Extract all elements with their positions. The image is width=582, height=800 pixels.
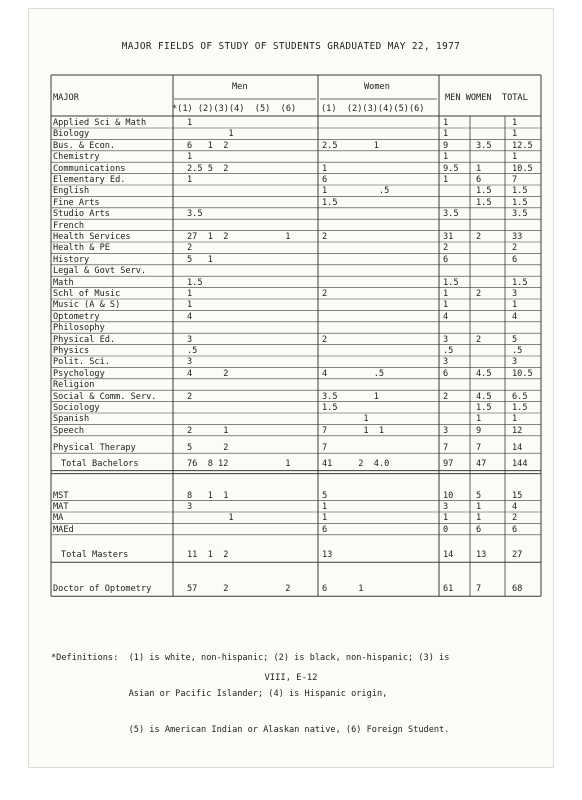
row-14-men: 1.5 (187, 277, 203, 288)
page-title: MAJOR FIELDS OF STUDY OF STUDENTS GRADUATED MAY 22, 1977 (121, 41, 461, 52)
row-28-major: Physical Therapy (53, 443, 136, 454)
row-16-major: Music (A & S) (53, 300, 121, 311)
doctor-of-optometry-label: Doctor of Optometry (53, 584, 152, 595)
row-20-total-men: .5 (443, 346, 454, 356)
page-reference: VIII, E-12 (264, 673, 318, 683)
row-24-women: 3.5 1 (322, 391, 379, 402)
row-22-men: 4 2 (187, 368, 229, 379)
masters-row-3-major: MAEd (53, 524, 74, 535)
masters-row-3-total-men: 0 (443, 524, 449, 535)
row-15-women: 2 (322, 289, 328, 299)
row-27-total: 12 (512, 425, 523, 436)
masters-row-2-women: 1 (322, 513, 328, 524)
row-28-total: 14 (512, 443, 523, 454)
row-8-major: Studio Arts (53, 209, 110, 220)
masters-row-2-major: MA (53, 513, 64, 524)
masters-row-0-men: 8 1 1 (187, 490, 229, 501)
definitions-line-1: *Definitions: (1) is white, non-hispanic; (2) is black, non-hispanic; (3) is (51, 653, 450, 663)
row-10-major: Health Services (53, 232, 131, 242)
row-21-total: 3 (512, 357, 518, 368)
row-25-women: 1.5 (322, 403, 338, 413)
row-3-men: 1 (187, 152, 193, 163)
row-22-total: 10.5 (512, 368, 533, 379)
row-12-men: 5 1 (187, 254, 213, 265)
masters-row-2-total-men: 1 (443, 513, 449, 524)
row-19-total: 5 (512, 334, 518, 345)
total-masters-total-women: 13 (476, 550, 487, 561)
masters-row-1-total-men: 3 (443, 502, 449, 512)
row-10-men: 27 1 2 1 (187, 232, 291, 242)
row-25-total: 1.5 (512, 403, 528, 413)
row-7-women: 1.5 (322, 197, 338, 208)
masters-row-2-total-women: 1 (476, 513, 482, 524)
row-8-total: 3.5 (512, 209, 528, 220)
masters-row-2-total: 2 (512, 513, 518, 524)
row-24-major: Social & Comm. Serv. (53, 391, 157, 402)
row-24-total-men: 2 (443, 391, 449, 402)
row-4-total: 10.5 (512, 163, 533, 174)
row-25-major: Sociology (53, 403, 100, 413)
row-2-men: 6 1 2 (187, 140, 229, 151)
row-15-total-men: 1 (443, 289, 449, 299)
row-17-men: 4 (187, 311, 193, 322)
row-4-men: 2.5 5 2 (187, 163, 229, 174)
doctor-of-optometry-total: 68 (512, 584, 523, 595)
doctor-of-optometry-total-men: 61 (443, 584, 454, 595)
row-4-total-women: 1 (476, 163, 482, 174)
row-26-total: 1 (512, 414, 518, 425)
row-19-major: Physical Ed. (53, 334, 116, 345)
masters-row-0-total: 15 (512, 490, 523, 501)
row-10-women: 2 (322, 232, 328, 242)
row-5-men: 1 (187, 175, 193, 185)
masters-row-0-women: 5 (322, 490, 328, 501)
row-7-total-women: 1.5 (476, 197, 492, 208)
row-22-women: 4 .5 (322, 368, 385, 379)
row-19-total-men: 3 (443, 334, 449, 345)
total-masters-label: Total Masters (61, 550, 129, 561)
total-masters-women: 13 (322, 550, 333, 561)
row-11-total: 2 (512, 243, 518, 254)
row-25-total-women: 1.5 (476, 403, 492, 413)
row-22-major: Psychology (53, 368, 105, 379)
definitions-line-2: Asian or Pacific Islander; (4) is Hispanic origin, (51, 689, 388, 699)
row-0-men: 1 (187, 118, 193, 128)
row-5-women: 6 (322, 175, 328, 185)
header-women-subcolumns: (1) (2)(3)(4)(5)(6) (321, 104, 425, 114)
total-masters-total-men: 14 (443, 550, 454, 561)
row-10-total-women: 2 (476, 232, 482, 242)
row-0-major: Applied Sci & Math (53, 118, 147, 128)
row-4-major: Communications (53, 163, 126, 174)
row-11-men: 2 (187, 243, 193, 254)
row-9-major: French (53, 220, 85, 231)
row-26-major: Spanish (53, 414, 90, 425)
row-24-total-women: 4.5 (476, 391, 492, 402)
row-22-total-women: 4.5 (476, 368, 492, 379)
row-15-total: 3 (512, 289, 518, 299)
row-17-total-men: 4 (443, 311, 449, 322)
row-21-total-men: 3 (443, 357, 449, 368)
row-22-total-men: 6 (443, 368, 449, 379)
row-12-total-men: 6 (443, 254, 449, 265)
masters-row-1-total: 4 (512, 502, 518, 512)
row-18-major: Philosophy (53, 323, 105, 334)
row-14-total: 1.5 (512, 277, 528, 288)
row-2-total: 12.5 (512, 140, 533, 151)
total-bachelors-total-men: 97 (443, 458, 454, 469)
row-16-total: 1 (512, 300, 518, 311)
row-5-total: 7 (512, 175, 518, 185)
masters-row-3-women: 6 (322, 524, 328, 535)
row-6-women: 1 .5 (322, 186, 390, 197)
row-8-total-men: 3.5 (443, 209, 459, 220)
row-5-total-women: 6 (476, 175, 482, 185)
definitions-line-3: (5) is American Indian or Alaskan native, (6) Foreign Student. (51, 725, 450, 735)
row-1-major: Biology (53, 129, 90, 140)
row-3-total: 1 (512, 152, 518, 163)
doctor-of-optometry-total-women: 7 (476, 584, 482, 595)
row-13-major: Legal & Govt Serv. (53, 266, 147, 277)
row-17-total: 4 (512, 311, 518, 322)
header-men: Men (232, 82, 248, 92)
row-21-major: Polit. Sci. (53, 357, 110, 368)
total-bachelors-total: 144 (512, 458, 528, 469)
row-26-women: 1 (322, 414, 369, 425)
row-26-total-women: 1 (476, 414, 482, 425)
row-2-women: 2.5 1 (322, 140, 379, 151)
row-28-total-women: 7 (476, 443, 482, 454)
masters-row-1-women: 1 (322, 502, 328, 512)
row-19-women: 2 (322, 334, 328, 345)
row-2-total-women: 3.5 (476, 140, 492, 151)
masters-row-1-men: 3 (187, 502, 193, 512)
row-19-total-women: 2 (476, 334, 482, 345)
row-17-major: Optometry (53, 311, 100, 322)
row-27-women: 7 1 1 (322, 425, 385, 436)
doctor-of-optometry-women: 6 1 (322, 584, 364, 595)
row-16-men: 1 (187, 300, 193, 311)
masters-row-0-total-women: 5 (476, 490, 482, 501)
row-3-major: Chemistry (53, 152, 100, 163)
masters-row-0-major: MST (53, 490, 69, 501)
row-27-major: Speech (53, 425, 85, 436)
total-masters-total: 27 (512, 550, 523, 561)
row-0-total: 1 (512, 118, 518, 128)
row-19-men: 3 (187, 334, 193, 345)
row-10-total: 33 (512, 232, 523, 242)
row-3-total-men: 1 (443, 152, 449, 163)
row-16-total-men: 1 (443, 300, 449, 311)
total-masters-men: 11 1 2 (187, 550, 229, 561)
row-0-total-men: 1 (443, 118, 449, 128)
row-24-total: 6.5 (512, 391, 528, 402)
row-27-total-men: 3 (443, 425, 449, 436)
row-20-total: .5 (512, 346, 523, 356)
row-24-men: 2 (187, 391, 193, 402)
row-23-major: Religion (53, 380, 95, 391)
masters-row-2-men: 1 (187, 513, 234, 524)
row-1-total-men: 1 (443, 129, 449, 140)
header-women: Women (364, 82, 390, 92)
row-15-total-women: 2 (476, 289, 482, 299)
row-21-men: 3 (187, 357, 193, 368)
row-11-total-men: 2 (443, 243, 449, 254)
row-27-men: 2 1 (187, 425, 229, 436)
row-1-men: 1 (187, 129, 234, 140)
row-6-major: English (53, 186, 90, 197)
row-20-men: .5 (187, 346, 198, 356)
row-4-women: 1 (322, 163, 328, 174)
total-bachelors-total-women: 47 (476, 458, 487, 469)
row-15-major: Schl of Music (53, 289, 121, 299)
row-14-major: Math (53, 277, 74, 288)
row-28-women: 7 (322, 443, 328, 454)
definitions-note (51, 628, 449, 760)
document-page (28, 8, 554, 768)
masters-row-0-total-men: 10 (443, 490, 454, 501)
row-28-men: 5 2 (187, 443, 229, 454)
row-14-total-men: 1.5 (443, 277, 459, 288)
masters-row-1-total-women: 1 (476, 502, 482, 512)
row-11-major: Health & PE (53, 243, 110, 254)
row-12-total: 6 (512, 254, 518, 265)
masters-row-3-total: 6 (512, 524, 518, 535)
masters-row-3-total-women: 6 (476, 524, 482, 535)
header-major: MAJOR (53, 93, 79, 103)
row-7-major: Fine Arts (53, 197, 100, 208)
row-20-major: Physics (53, 346, 90, 356)
header-men-subcolumns: *(1) (2)(3)(4) (5) (6) (172, 104, 297, 114)
total-bachelors-men: 76 8 12 1 (187, 458, 291, 469)
row-12-major: History (53, 254, 90, 265)
row-1-total: 1 (512, 129, 518, 140)
row-5-total-men: 1 (443, 175, 449, 185)
row-2-major: Bus. & Econ. (53, 140, 116, 151)
row-6-total-women: 1.5 (476, 186, 492, 197)
row-28-total-men: 7 (443, 443, 449, 454)
row-7-total: 1.5 (512, 197, 528, 208)
total-bachelors-label: Total Bachelors (61, 458, 139, 469)
total-bachelors-women: 41 2 4.0 (322, 458, 390, 469)
row-6-total: 1.5 (512, 186, 528, 197)
row-4-total-men: 9.5 (443, 163, 459, 174)
row-2-total-men: 9 (443, 140, 449, 151)
row-15-men: 1 (187, 289, 193, 299)
masters-row-1-major: MAT (53, 502, 69, 512)
row-10-total-men: 31 (443, 232, 454, 242)
row-8-men: 3.5 (187, 209, 203, 220)
doctor-of-optometry-men: 57 2 2 (187, 584, 291, 595)
row-5-major: Elementary Ed. (53, 175, 126, 185)
header-totals: MEN WOMEN TOTAL (445, 93, 528, 103)
row-27-total-women: 9 (476, 425, 482, 436)
